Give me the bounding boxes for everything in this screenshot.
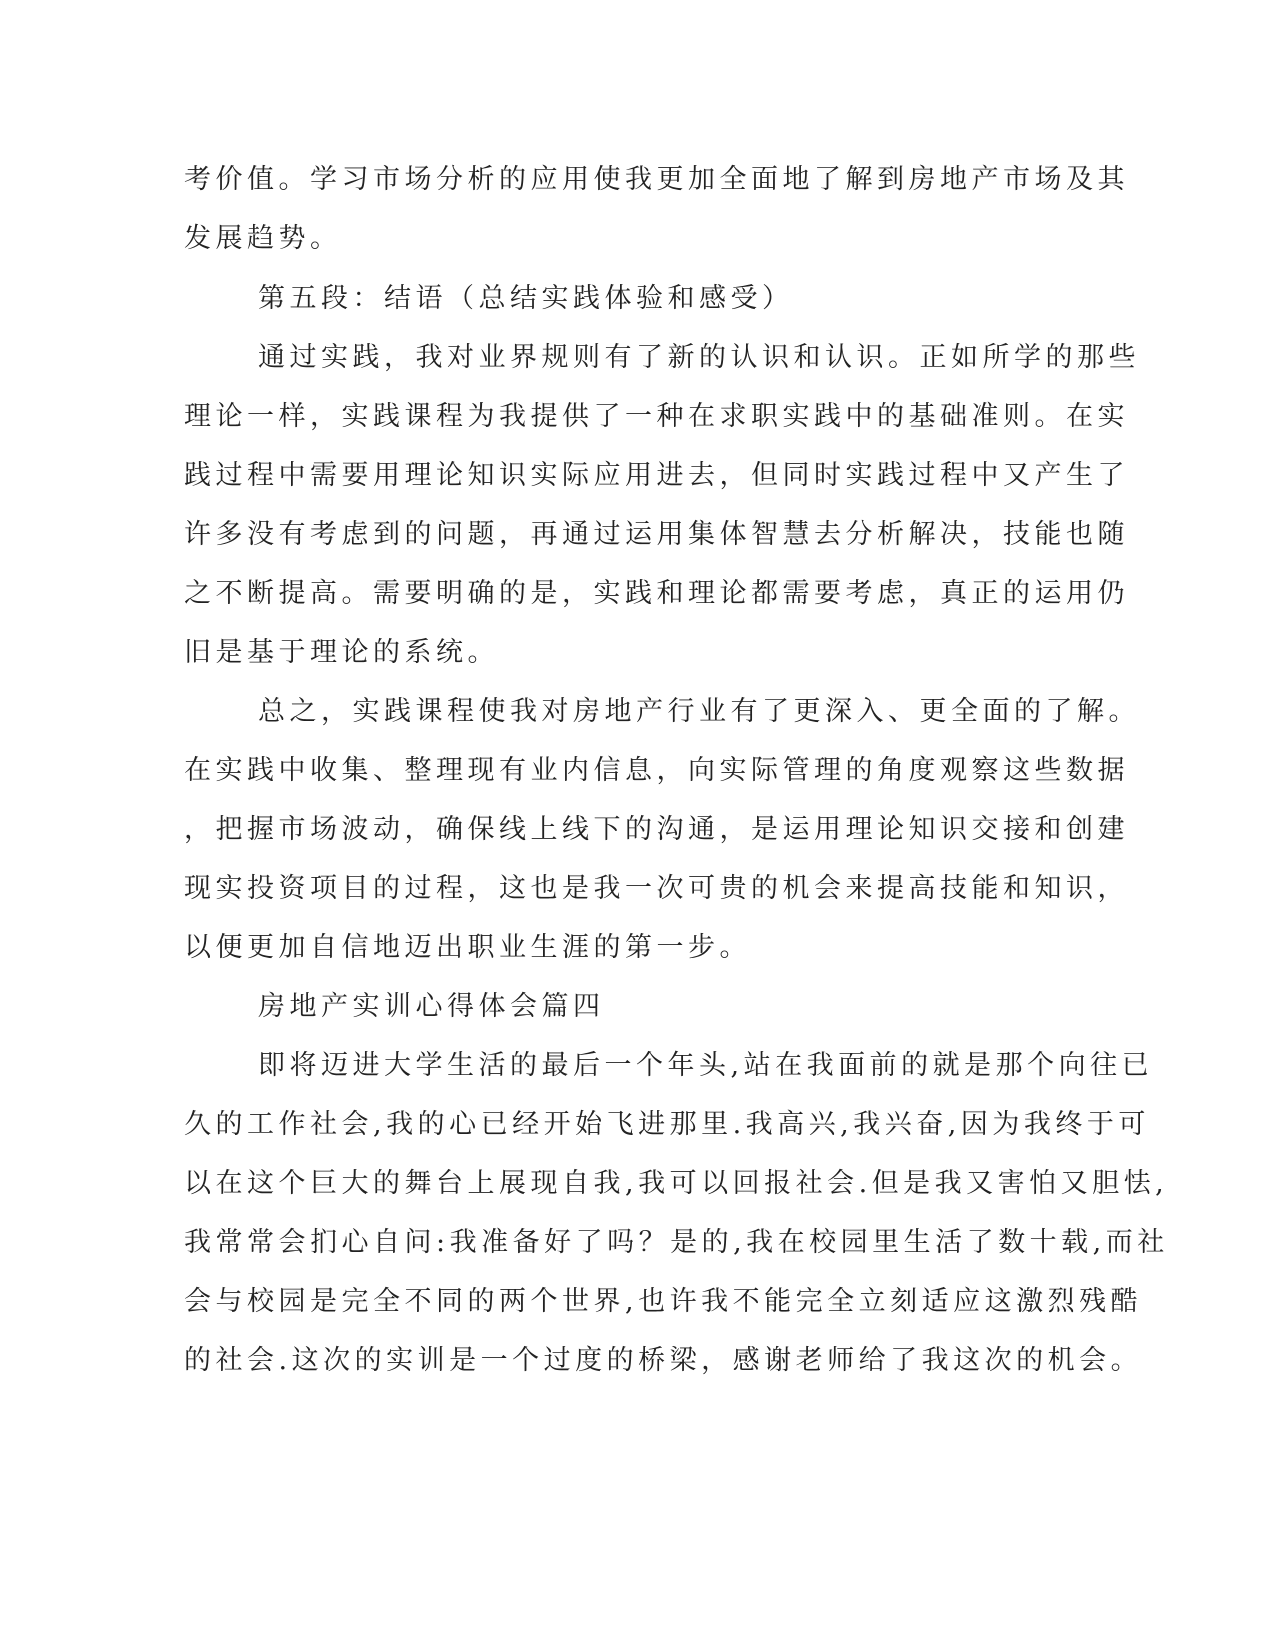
text-line: 现实投资项目的过程，这也是我一次可贵的机会来提高技能和知识，	[184, 873, 1129, 904]
text-line: 即将迈进大学生活的最后一个年头,站在我面前的就是那个向往已	[258, 1050, 1154, 1081]
text-line: 理论一样，实践课程为我提供了一种在求职实践中的基础准则。在实	[184, 401, 1129, 432]
section-heading: 第五段：结语（总结实践体验和感受）	[258, 283, 794, 314]
text-line: 我常常会扪心自问:我准备好了吗？是的,我在校园里生活了数十载,而社	[184, 1227, 1169, 1258]
text-line: 的社会.这次的实训是一个过度的桥梁，感谢老师给了我这次的机会。	[184, 1345, 1143, 1376]
text-line: 发展趋势。	[184, 223, 342, 254]
text-line: 在实践中收集、整理现有业内信息，向实际管理的角度观察这些数据	[184, 755, 1129, 786]
text-line: 践过程中需要用理论知识实际应用进去，但同时实践过程中又产生了	[184, 460, 1129, 491]
text-line: 久的工作社会,我的心已经开始飞进那里.我高兴,我兴奋,因为我终于可	[184, 1109, 1150, 1140]
text-line: ，把握市场波动，确保线上线下的沟通，是运用理论知识交接和创建	[184, 814, 1129, 845]
text-line: 旧是基于理论的系统。	[184, 637, 499, 668]
text-line: 总之，实践课程使我对房地产行业有了更深入、更全面的了解。	[258, 696, 1140, 727]
text-line: 许多没有考虑到的问题，再通过运用集体智慧去分析解决，技能也随	[184, 519, 1129, 550]
text-line: 考价值。学习市场分析的应用使我更加全面地了解到房地产市场及其	[184, 164, 1129, 195]
text-line: 之不断提高。需要明确的是，实践和理论都需要考虑，真正的运用仍	[184, 578, 1129, 609]
text-line: 会与校园是完全不同的两个世界,也许我不能完全立刻适应这激烈残酷	[184, 1286, 1143, 1317]
text-line: 以在这个巨大的舞台上展现自我,我可以回报社会.但是我又害怕又胆怯,	[184, 1168, 1169, 1199]
text-line: 通过实践，我对业界规则有了新的认识和认识。正如所学的那些	[258, 342, 1140, 373]
article-heading: 房地产实训心得体会篇四	[258, 991, 605, 1022]
text-line: 以便更加自信地迈出职业生涯的第一步。	[184, 932, 751, 963]
